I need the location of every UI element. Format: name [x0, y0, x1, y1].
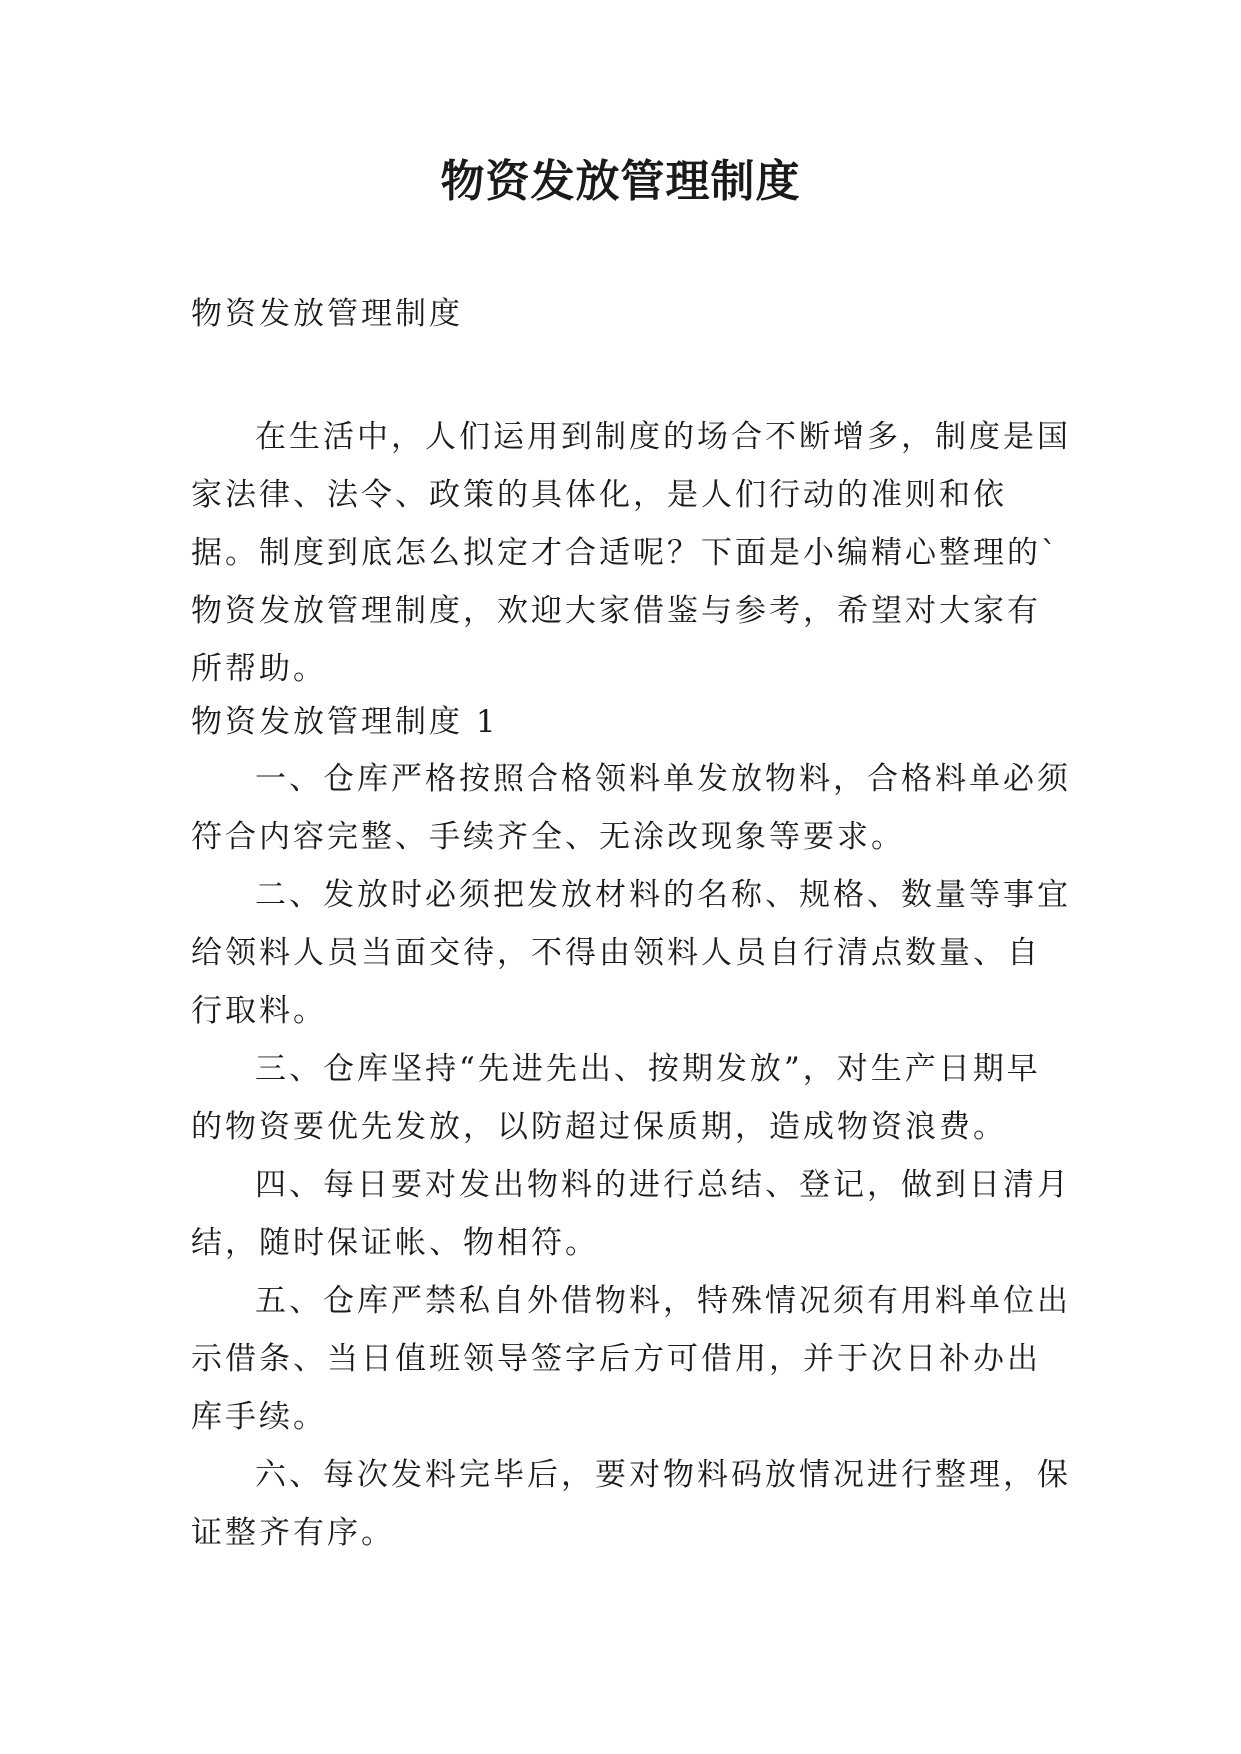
- rule-item-5: 五、仓库严禁私自外借物料，特殊情况须有用料单位出示借条、当日值班领导签字后方可借用，并于次日补办出库手续。: [191, 1283, 1071, 1435]
- document-subtitle: 物资发放管理制度: [191, 296, 463, 332]
- section-heading: 物资发放管理制度 1: [191, 704, 499, 740]
- document-title: 物资发放管理制度: [440, 156, 801, 207]
- rule-item-2: 二、发放时必须把发放材料的名称、规格、数量等事宜给领料人员当面交待，不得由领料人员自行清点数量、自行取料。: [191, 877, 1071, 1029]
- rule-item-1: 一、仓库严格按照合格领料单发放物料，合格料单必须符合内容完整、手续齐全、无涂改现象等要求。: [191, 761, 1071, 855]
- rules-list: [191, 750, 1071, 1562]
- intro-paragraph: 在生活中，人们运用到制度的场合不断增多，制度是国家法律、法令、政策的具体化，是人们行动的准则和依据。制度到底怎么拟定才合适呢？下面是小编精心整理的`物资发放管理制度，欢迎大家借鉴与参考，希望对大家有所帮助。: [191, 419, 1071, 687]
- rule-item-6: 六、每次发料完毕后，要对物料码放情况进行整理，保证整齐有序。: [191, 1457, 1071, 1551]
- rule-item-3: 三、仓库坚持“先进先出、按期发放”，对生产日期早的物资要优先发放，以防超过保质期，造成物资浪费。: [191, 1051, 1041, 1145]
- rule-item-4: 四、每日要对发出物料的进行总结、登记，做到日清月结，随时保证帐、物相符。: [191, 1167, 1071, 1261]
